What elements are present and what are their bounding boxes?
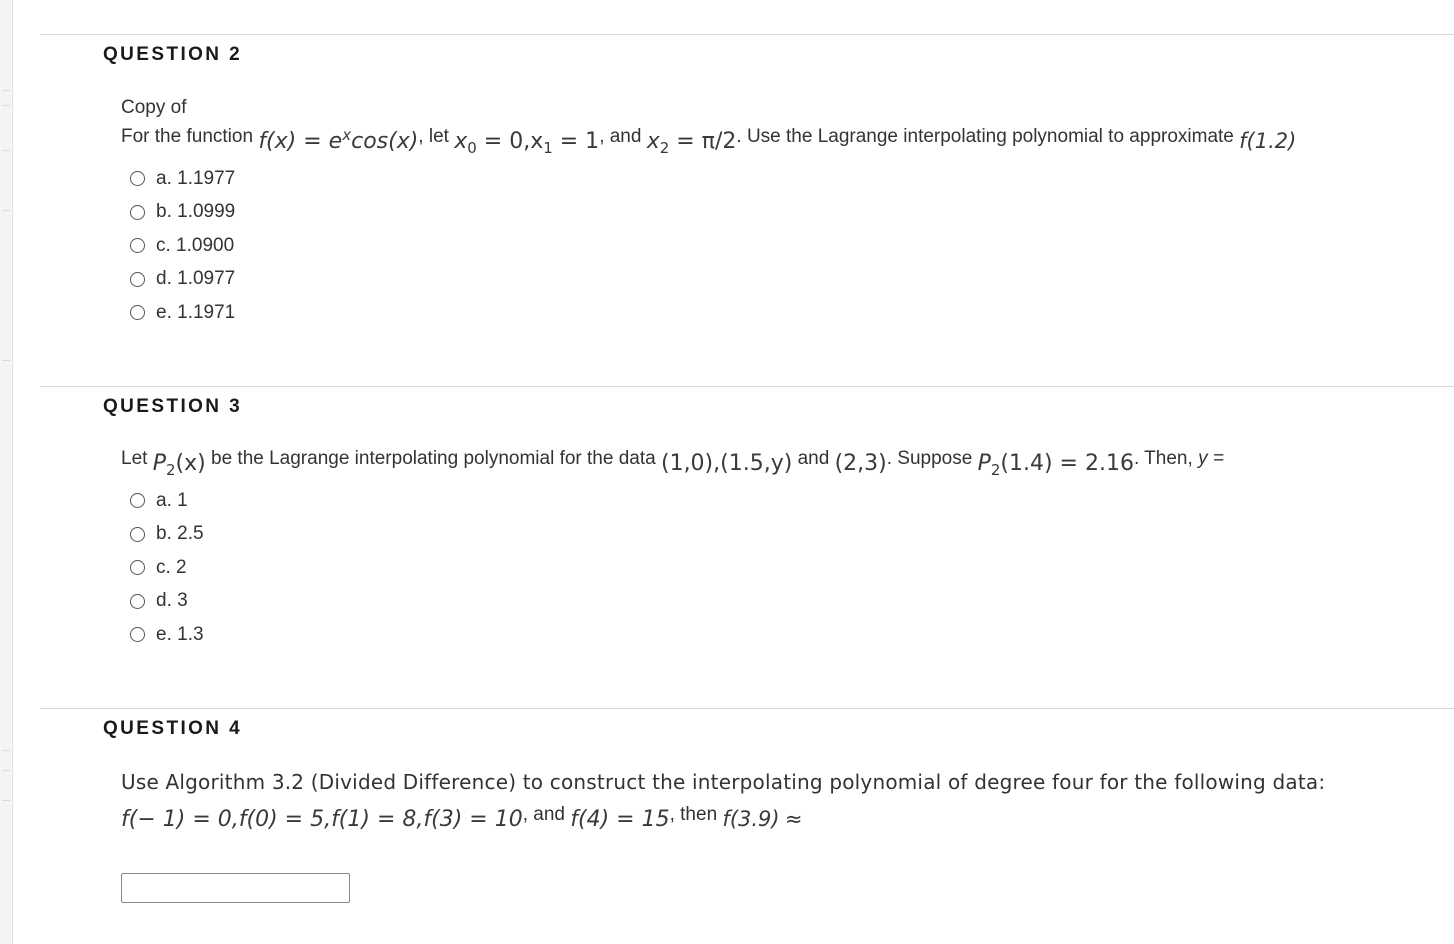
text-segment: , then: [669, 804, 718, 825]
question-3-text: [121, 448, 1224, 479]
math-segment: P: [152, 451, 166, 476]
text-segment: For the function: [121, 126, 254, 147]
question-2-options: [130, 162, 235, 330]
option-label: d. 1.0977: [156, 268, 236, 290]
option-label: d. 3: [156, 590, 188, 612]
rail-mark: [2, 90, 10, 91]
radio-button[interactable]: [130, 594, 145, 609]
text-segment: , and: [522, 804, 565, 825]
rail-mark: [2, 360, 10, 361]
text-segment: . Suppose: [886, 448, 973, 469]
rail-mark: [2, 750, 10, 751]
option-e[interactable]: [130, 618, 204, 652]
math-segment: x: [646, 129, 660, 154]
math-segment: (1.4) = 2.16: [1000, 451, 1134, 476]
text-segment: , let: [418, 126, 449, 147]
text-segment: . Then,: [1133, 448, 1193, 469]
math-segment: = π/2: [669, 129, 737, 154]
text-segment: Let: [121, 448, 148, 469]
math-unknown: y =: [1198, 448, 1224, 469]
rail-mark: [2, 150, 10, 151]
option-label: c. 2: [156, 556, 187, 578]
math-nodes: [454, 129, 600, 157]
question-3-options: [130, 484, 204, 652]
text-segment: . Use the Lagrange interpolating polynomial to approximate: [736, 126, 1234, 147]
option-d[interactable]: [130, 585, 204, 619]
math-sub: 2: [659, 139, 670, 157]
option-label: b. 2.5: [156, 523, 204, 545]
math-sub: 1: [543, 139, 553, 157]
question-divider: [40, 708, 1454, 709]
radio-button[interactable]: [130, 205, 145, 220]
radio-button[interactable]: [130, 527, 145, 542]
math-target: f(3.9): [722, 807, 780, 831]
approx-symbol: ≈: [784, 807, 803, 831]
math-sub: 2: [990, 461, 1001, 479]
math-data-points: (1,0),(1.5,y): [660, 451, 793, 476]
radio-button[interactable]: [130, 305, 145, 320]
option-a[interactable]: [130, 162, 235, 196]
radio-button[interactable]: [130, 560, 145, 575]
radio-button[interactable]: [130, 627, 145, 642]
radio-button[interactable]: [130, 238, 145, 253]
math-node-x2: [646, 129, 737, 157]
answer-input[interactable]: [121, 873, 350, 903]
rail-mark: [2, 770, 10, 771]
math-segment: cos(x): [351, 129, 419, 154]
question-4-formula: [121, 804, 803, 832]
option-label: c. 1.0900: [156, 234, 235, 256]
math-condition: [977, 451, 1134, 479]
question-2-prefix: Copy of: [121, 97, 187, 118]
text-segment: be the Lagrange interpolating polynomial for the data: [211, 448, 656, 469]
math-polynomial: [152, 451, 206, 479]
math-sub: 0: [467, 139, 477, 157]
option-label: b. 1.0999: [156, 201, 236, 223]
radio-button[interactable]: [130, 272, 145, 287]
rail-mark: [2, 210, 10, 211]
math-data-point: (2,3): [834, 451, 887, 476]
option-label: e. 1.3: [156, 623, 204, 645]
option-label: a. 1: [156, 489, 188, 511]
math-target: f(1.2): [1239, 129, 1297, 153]
math-function: [258, 126, 419, 154]
question-divider: [40, 34, 1454, 35]
math-segment: = 1: [552, 129, 600, 154]
math-segment: P: [977, 451, 991, 476]
math-data-values: f(− 1) = 0,f(0) = 5,f(1) = 8,f(3) = 10: [121, 807, 523, 832]
math-segment: f(x) = e: [258, 129, 343, 154]
math-sub: 2: [165, 461, 176, 479]
option-a[interactable]: [130, 484, 204, 518]
math-segment: = 0,x: [476, 129, 544, 154]
option-c[interactable]: [130, 551, 204, 585]
question-2-title: QUESTION 2: [103, 44, 243, 65]
question-2-text: [121, 126, 1297, 157]
text-segment: , and: [599, 126, 642, 147]
math-data-value: f(4) = 15: [570, 807, 670, 832]
math-segment: (x): [175, 451, 206, 476]
option-c[interactable]: [130, 229, 235, 263]
text-segment: and: [797, 448, 830, 469]
question-3-title: QUESTION 3: [103, 396, 243, 417]
question-4-title: QUESTION 4: [103, 718, 243, 739]
option-b[interactable]: [130, 518, 204, 552]
rail-mark: [2, 105, 10, 106]
question-4-text: Use Algorithm 3.2 (Divided Difference) to construct the interpolating polynomial of degree four for the following data:: [121, 770, 1326, 794]
radio-button[interactable]: [130, 171, 145, 186]
option-label: a. 1.1977: [156, 167, 236, 189]
option-d[interactable]: [130, 263, 235, 297]
option-label: e. 1.1971: [156, 301, 236, 323]
math-sup: x: [342, 126, 352, 144]
radio-button[interactable]: [130, 493, 145, 508]
left-rail: [0, 0, 13, 944]
math-segment: x: [454, 129, 468, 154]
question-divider: [40, 386, 1454, 387]
option-e[interactable]: [130, 296, 235, 330]
option-b[interactable]: [130, 196, 235, 230]
rail-mark: [2, 800, 10, 801]
